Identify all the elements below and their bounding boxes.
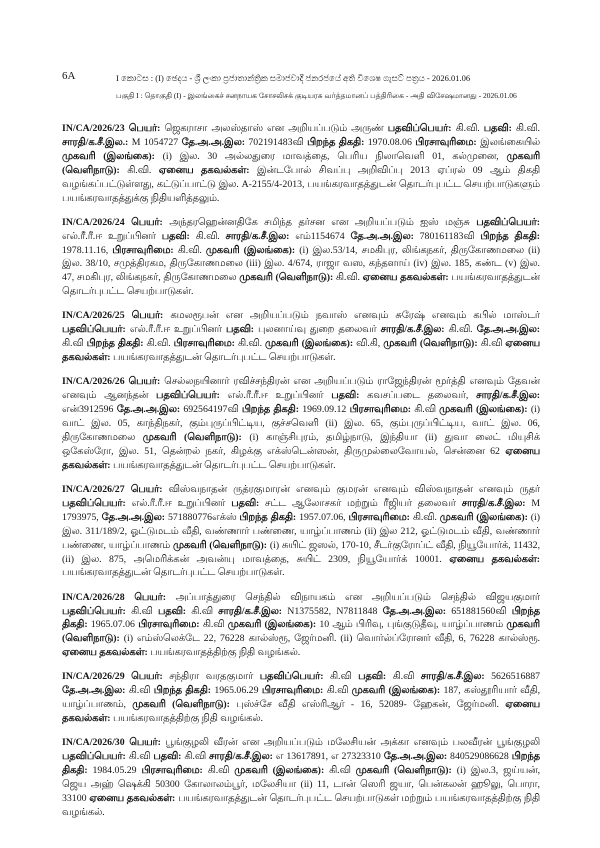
field-label: முகவரி (வெளிநாடு): xyxy=(355,765,452,777)
field-label: முகவரி (இலங்கை): xyxy=(205,244,296,256)
field-value: (i) இல. 30 அல்லதுரை மாவத்தை, பெரிய நிலாவெளி 01, கல்முனை, xyxy=(162,150,499,162)
field-label: முகவரி (இலங்கை): xyxy=(234,765,325,777)
field-label: தே.அ.அ.இல: xyxy=(181,136,245,148)
entry xyxy=(62,309,540,365)
field-label: பதவி: xyxy=(225,324,255,336)
field-label: பதவிப்பெயர்: xyxy=(259,671,324,683)
field-label: பதவிப்பெயர்: xyxy=(387,123,452,134)
field-label: முகவரி (இலங்கை): xyxy=(351,685,441,697)
field-label: முகவரி (இலங்கை): xyxy=(227,619,317,631)
entry-id: IN/CA/2026/30 xyxy=(62,737,125,749)
field-label: சாரதி/க.சீ.இல.: xyxy=(62,136,129,148)
entry-id: IN/CA/2026/23 xyxy=(62,123,125,134)
field-value: (i) வாட் இல. 05, காந்திநகர், கும்புருப்பிட்டிய, குச்சவெளி (ii) இல. 65, கும்புருப்பிட்டிய, வாட் இல. 06, திருகோணமலை xyxy=(62,404,540,443)
field-label: பிரசாவுரிமை: xyxy=(348,511,410,523)
field-label: பெயர்: xyxy=(131,216,163,228)
field-label: தே.அ.அ.இல: xyxy=(476,324,540,336)
field-label: முகவரி (வெளிநாடு): xyxy=(239,272,334,284)
field-value: இலங்கையில் xyxy=(480,136,540,148)
field-label: சாரதி/க.சீ.இல: xyxy=(208,751,273,763)
field-value: 10 ஆம் பிரிவு, புங்குடுதீவு, யாழ்ப்பாணம் xyxy=(319,619,504,631)
field-label: பெயர்: xyxy=(130,483,163,495)
field-label: சாரதி/க.சீ.இல: xyxy=(476,390,540,402)
page-number: 6A xyxy=(62,70,76,82)
field-label: தே.அ.அ.இல: xyxy=(116,404,181,416)
field-label: பதவி: xyxy=(331,390,360,402)
field-value: 5626516887 xyxy=(491,671,540,683)
field-value: M 1793975, xyxy=(62,497,540,523)
field-label: சாரதி/க.சீ.இல: xyxy=(218,605,283,617)
field-label: பிறந்த திகதி: xyxy=(480,230,540,242)
field-label: பிறந்த திகதி: xyxy=(307,136,365,148)
field-value: ஜெகராசா அலஸ்தாஸ் என அறியப்படும் அருண் xyxy=(164,123,384,134)
field-value: 651881560வி xyxy=(451,605,507,617)
field-label: சாரதி/க.சீ.இல: xyxy=(380,324,445,336)
entry xyxy=(62,591,540,661)
field-value: 1965.06.29 xyxy=(214,685,259,697)
entry-id: IN/CA/2026/27 xyxy=(62,483,125,495)
field-label: ஏனைய தகவல்கள்: xyxy=(89,792,176,804)
field-label: முகவரி (வெளிநாடு): xyxy=(62,150,540,176)
field-value: (i) சுயிட் ஜஸல், 170-10, சீடர்குரோப்ட் வீதி, நியூயோர்க், 11432, (ii) இல. 875, அமெரிக்கன் அவன்யு மாவத்தை, சுயிட் 2309, நியூயோர்க் 10001. xyxy=(62,539,540,565)
field-label: பிரசாவுரிமை: xyxy=(141,765,203,777)
field-value: கி.வி xyxy=(329,671,352,683)
field-label: பதவிப்பெயர்: xyxy=(156,390,220,402)
field-label: முகவரி (வெளிநாடு): xyxy=(142,431,242,443)
field-value: (i) இல.3, ஜய்யன், ஜெய அஹ் ஷெக்கி 50300 கோலாலம்பூர், மலேசியா (ii) 11, டான் ஸெரி ஜயா, பென்கலன் ஹூலு, பொரா, 33100 xyxy=(62,765,540,804)
field-value: கி.வி xyxy=(202,619,225,631)
field-label: முகவரி (இலங்கை): xyxy=(62,150,155,162)
field-label: ஏனைய தகவல்கள்: xyxy=(449,553,540,565)
field-value: கி.வி. xyxy=(177,244,202,256)
field-label: பிரசாவுரிமை: xyxy=(415,136,477,148)
field-label: பதவிப்பெயர்: xyxy=(62,497,126,509)
field-label: பிறந்த திகதி: xyxy=(153,685,211,697)
field-value: பயங்கரவாதத்துடன் தொடர்புபட்ட செயற்பாடுகள். xyxy=(62,272,540,298)
field-value: 1957.07.06, xyxy=(299,511,346,523)
entry-id: IN/CA/2026/28 xyxy=(62,591,125,603)
field-value: கி.வி. xyxy=(515,123,540,134)
field-label: முகவரி (வெளிநாடு): xyxy=(132,699,230,711)
field-label: பெயர்: xyxy=(131,310,164,322)
field-value: செல்லநயினார் ரவிச்சந்திரன் என அறியப்படும் ராஜேந்திரன் மூர்த்தி எனவும் தேவன் எனவும் ஆனந்தன் xyxy=(62,376,540,402)
entry-id: IN/CA/2026/25 xyxy=(62,310,125,322)
field-value: எல்.ரீ.ரீ.ஈ உறுப்பினர் xyxy=(227,390,324,402)
entries-list xyxy=(62,122,540,834)
field-label: பெயர்: xyxy=(134,591,166,603)
field-value: பயங்கரவாதத்துடன் தொடர்புபட்ட செயற்பாடுகள். xyxy=(112,459,336,471)
field-value: N1375582, N7811848 xyxy=(287,605,378,617)
field-label: ஏனைய தகவல்கள்: xyxy=(62,699,540,725)
field-label: பெயர்: xyxy=(129,737,161,749)
field-value: என்3912596 xyxy=(62,404,114,416)
field-label: பதவி: xyxy=(153,751,182,763)
field-label: பிரசாவுரிமை: xyxy=(173,338,235,350)
field-label: பிறந்த திகதி: xyxy=(86,338,144,350)
field-label: ஏனைய தகவல்கள்: xyxy=(62,338,540,364)
field-label: பிரசாவுரிமை: xyxy=(112,244,174,256)
field-value: 1970.08.06 xyxy=(367,136,412,148)
field-value: கி.வி. xyxy=(195,230,220,242)
field-label: பதவிப்பெயர்: xyxy=(62,605,126,617)
field-label: தே.அ.அ.இல: xyxy=(350,230,414,242)
field-label: பிரசாவுரிமை: xyxy=(138,619,200,631)
field-value: கி.வி xyxy=(184,751,207,763)
field-value: 1965.07.06 xyxy=(90,619,135,631)
field-value: 692564197வி xyxy=(183,404,239,416)
field-label: பிறந்த திகதி: xyxy=(241,404,299,416)
field-value: கி.வி. xyxy=(237,338,263,350)
field-value: பயங்கரவாதத்துடன் தொடர்புபட்ட செயற்பாடுகள். xyxy=(112,352,336,364)
field-value: பயங்கரவாதத்துடன் தொடர்புபட்ட செயற்பாடுகள். xyxy=(62,567,285,579)
field-value: 1978.11.16, xyxy=(62,244,109,256)
field-value: கி.வி xyxy=(414,404,436,416)
field-label: சாரதி/க.சீ.இல: xyxy=(461,497,526,509)
entry xyxy=(62,216,540,299)
field-label: பதவி: xyxy=(231,497,260,509)
field-value: கி.வி. xyxy=(412,511,437,523)
field-label: பிரசாவுரிமை: xyxy=(261,685,324,697)
entry xyxy=(62,122,540,205)
field-value: பூங்குழலி வீரன் என அறியப்படும் மலேசியன் அக்கா எனவும் பலவீரன் பூங்குழலி xyxy=(165,737,540,749)
field-label: பதவிப்பெயர்: xyxy=(62,751,126,763)
field-value: பயங்கரவாதத்திற்கு நிதி வழங்கல். xyxy=(150,647,301,659)
field-label: பதவி: xyxy=(161,230,190,242)
field-label: தே.அ.அ.இல: xyxy=(62,685,126,697)
field-value: கி.வி. xyxy=(455,123,480,134)
field-label: ஏனைய தகவல்கள்: xyxy=(62,445,540,471)
entry-id: IN/CA/2026/29 xyxy=(62,671,125,683)
field-value: கவசப்படை தலைவர், xyxy=(367,390,469,402)
field-label: முகவரி (இலங்கை): xyxy=(439,404,528,416)
field-value: புலனாய்வு துறை தலைவர் xyxy=(258,324,377,336)
field-value: 1984.05.29 xyxy=(92,765,137,777)
entry xyxy=(62,375,540,472)
field-value: கி.வி xyxy=(326,685,349,697)
field-value: பயங்கரவாதத்துடன் தொடர்புபட்ட செயற்பாடுகள் மற்றும் பயங்கரவாதத்திற்கு நிதி வழங்கல். xyxy=(62,792,540,818)
field-value: கி.வி xyxy=(131,605,153,617)
field-label: பதவிப்பெயர்: xyxy=(62,324,126,336)
field-value: கி.வி. xyxy=(127,164,152,176)
field-value: 571880776எக்ஸ் xyxy=(167,511,237,523)
field-value: 840529086628 xyxy=(450,751,509,763)
field-value: கி.வி. xyxy=(335,272,360,284)
field-value: 1969.09.12 xyxy=(302,404,347,416)
field-value: எல்.ரீ.ரீ.ஈ உறுப்பினர் xyxy=(131,497,226,509)
header-tamil: பகுதி I : தொகுதி (I) - இலங்கைச் சனநாயக சோசலிசக் குடியரசு வர்த்தமானப் பத்திரிகை - அதி விசேஷமானது - 2026.01.06 xyxy=(116,91,517,100)
field-label: பெயர்: xyxy=(131,671,163,683)
field-value: புஸ்ச்சே வீதி எஸ்ரிஆர் - 16, 52089- ஹேகன், ஜேர்மனி. xyxy=(236,699,499,711)
entry xyxy=(62,483,540,580)
field-label: பிறந்த திகதி: xyxy=(239,511,297,523)
entry xyxy=(62,736,540,819)
field-value: (i) காஞ்சிபுரம், தமிழ்நாடு, இந்தியா (ii) துவா லைட் மியுசிக் ஒகேஸ்ரோ, இல. 51, தென்றல் நகர், கிழக்கு எக்ஸ்டென்ஸன், திருமுல்லைவோயல், சென்னை 62 xyxy=(62,431,540,457)
field-label: ஏனைய தகவல்கள்: xyxy=(62,647,148,659)
field-value: கி.வி xyxy=(128,751,151,763)
field-value: 780161183வி xyxy=(419,230,475,242)
field-label: ஏனைய தகவல்கள்: xyxy=(362,272,449,284)
field-value: 702191483வி xyxy=(248,136,304,148)
field-value: கி.வி xyxy=(207,765,230,777)
field-value: சந்திரா வரதகுமார் xyxy=(169,671,254,683)
field-value: கி.வி xyxy=(392,671,415,683)
field-label: முகவரி (இலங்கை): xyxy=(439,511,528,523)
field-label: ஏனைய தகவல்கள்: xyxy=(158,164,250,176)
field-label: முகவரி (இலங்கை): xyxy=(265,338,354,350)
field-value: கி.வி xyxy=(329,765,351,777)
field-value: சட்ட ஆலோசகர் மற்றும் ரீஜியர் தலைவர் xyxy=(265,497,456,509)
field-value: விஸ்வநாதன் ருத்ரகுமாரன் எனவும் குமரன் எனவும் விஸ்வநாதன் எனவும் ருதர் xyxy=(168,483,540,495)
field-value: கி.வி xyxy=(62,338,84,350)
field-label: முகவரி (வெளிநாடு): xyxy=(62,619,540,645)
field-value: கி.வி. xyxy=(448,324,473,336)
field-label: தே.அ.அ.இல: xyxy=(383,751,448,763)
field-label: சாரதி/க.சீ.இல: xyxy=(420,671,485,683)
field-label: பதவி: xyxy=(483,123,512,134)
field-label: பதவி: xyxy=(358,671,387,683)
entry-id: IN/CA/2026/24 xyxy=(62,216,125,228)
field-value: M 1054727 xyxy=(131,136,179,148)
field-value: எல்.ரீ.ரீ.ஈ உறுப்பினர் xyxy=(62,230,156,242)
field-value: வி.கி, xyxy=(356,338,381,350)
field-label: பிரசாவுரிமை: xyxy=(349,404,411,416)
field-value: கி.வி xyxy=(191,605,213,617)
field-value: எல்.ரீ.ரீ.ஈ உறுப்பினர் xyxy=(129,324,222,336)
field-label: பதவிப்பெயர்: xyxy=(476,216,540,228)
header-sinhala: I කොටස : (I) ඡෙදය - ශ්‍රී ලංකා ප්‍රජාතාන්ත්‍රික සමාජවාදී ජනරජයේ අති විශෙෂ ගැසට් පත්‍රය - 2026.01.06 xyxy=(116,73,471,83)
field-label: பதவி: xyxy=(157,605,187,617)
field-value: எம்1154674 xyxy=(295,230,345,242)
field-label: பெயர்: xyxy=(128,376,161,388)
field-value: அப்பாத்துரை செந்தில் விநாயகம் என அறியப்படும் செந்தில் விஜயகுமார் xyxy=(175,591,540,603)
field-value: கி.வி xyxy=(480,338,503,350)
field-value: பயங்கரவாதத்திற்கு நிதி வழங்கல். xyxy=(112,713,263,725)
field-label: சாரதி/க.சீ.இல: xyxy=(225,230,290,242)
field-label: பிறந்த திகதி: xyxy=(62,751,540,777)
field-value: கி.வி. xyxy=(146,338,171,350)
field-value: கமலரூபன் என அறியப்படும் நவாஸ் எனவும் சுரேஷ் எனவும் கபில் மாஸ்டர் xyxy=(170,310,540,322)
field-value: இன்டபோல் சிவப்பு அறிவிப்பு 2013 ஏப்ரல் 09 ஆம் திகதி வழங்கப்பட்டுள்ளது, கட்டுப்பாட்டு இல. A-2155/4-2013, பயங்கரவாதத்துடன் தொடர்புபட்ட செயற்பாடுகளும் பயங்கரவாதத்துக்கு நிதியளித்தலும். xyxy=(62,164,540,204)
entry-id: IN/CA/2026/26 xyxy=(62,376,125,388)
field-value: கி.வி xyxy=(128,685,151,697)
field-value: 187, கஸ்தூரியார் வீதி, யாழ்ப்பாணம், xyxy=(62,685,540,711)
field-value: (i) இல. 311/189/2, ஓட்டுமடம் வீதி, வண்ணார் பண்ணை, யாழ்ப்பாணம் (ii) இல 212, ஓட்டுமடம் வீதி, வண்ணார் பண்ணை, யாழ்ப்பாணம் xyxy=(62,511,540,551)
field-value: எ 13617891, எ 27323310 xyxy=(275,751,381,763)
entry xyxy=(62,670,540,726)
field-label: முகவரி (வெளிநாடு): xyxy=(383,338,478,350)
field-label: பிறந்த திகதி: xyxy=(62,605,540,631)
field-label: முகவரி (வெளிநாடு): xyxy=(172,539,268,551)
field-label: தே.அ.அ.இல: xyxy=(101,511,166,523)
field-label: பெயர்: xyxy=(128,123,161,134)
field-value: அந்தரஹென்னதிகே சமிந்த தர்சன என அறியப்படும் ஐஸ் மஞ்சு xyxy=(169,216,470,228)
field-value: (i) இல.53/14, சமகிபுர, லிங்கநகர், திருகோணமலை (ii) இல. 38/10, சமுத்திரகம, திருகோணமலை (iii) இல. 4/674, ராஜா வஸ, கந்தளாய் (iv) இல. 185, கண்ட (v) இல. 47, சமகிபுர, லிங்கநகர், திருகோணமலை xyxy=(62,244,540,284)
field-label: தே.அ.அ.இல: xyxy=(382,605,446,617)
field-value: (i) எம்ஸ்லெக்டே 22, 76228 கால்ஸ்ரூ, ஜேர்மனி. (ii) வொர்ல்ப்ரோனர் வீதி, 6, 76228 கால்ஸ்ரூ. xyxy=(123,633,540,645)
